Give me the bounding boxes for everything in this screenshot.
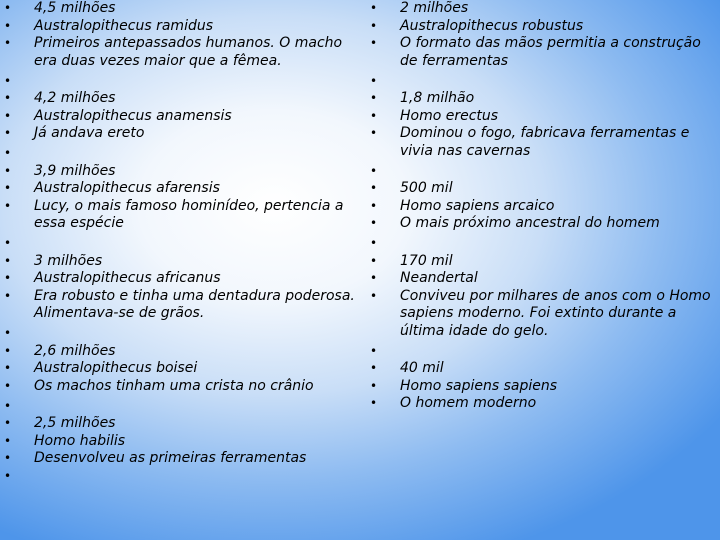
list-item: • Australopithecus anamensis	[4, 107, 232, 124]
bullet-icon: •	[4, 18, 12, 33]
list-item	[4, 325, 356, 343]
timeline-entry-3-milhoes	[4, 235, 356, 323]
list-item: • O mais próximo ancestral do homem	[370, 215, 660, 231]
list-item: • 500 mil	[370, 180, 453, 196]
timeline-entry-4-5-milhoes	[4, 0, 356, 70]
bullet-icon: •	[370, 1, 378, 15]
list-item: • Já andava ereto	[4, 125, 145, 141]
timeline-entry-3-9-milhoes	[4, 145, 356, 233]
timeline-entry-2-5-milhoes	[4, 398, 356, 486]
bullet-icon: •	[4, 146, 12, 160]
bullet-icon: •	[4, 378, 12, 393]
bullet-icon: •	[4, 398, 12, 413]
left-column	[4, 0, 356, 485]
bullet-icon: •	[4, 271, 12, 285]
list-item: • 3 milhões	[4, 252, 103, 269]
bullet-icon: •	[4, 468, 12, 483]
bullet-icon: •	[4, 198, 12, 213]
list-item: • 2,5 milhões	[4, 415, 116, 431]
timeline-entry-1-8-milhao	[370, 73, 716, 161]
bullet-icon: •	[370, 181, 378, 195]
timeline-entry-40-mil	[370, 343, 716, 413]
bullet-icon: •	[4, 126, 12, 140]
bullet-icon: •	[370, 236, 378, 250]
bullet-icon: •	[4, 91, 12, 105]
bullet-icon: •	[4, 1, 12, 15]
list-item: • Homo erectus	[370, 107, 499, 124]
bullet-icon: •	[370, 396, 378, 410]
bullet-icon: •	[4, 181, 12, 195]
bullet-icon: •	[370, 73, 378, 88]
bullet-icon: •	[370, 253, 378, 268]
list-item: • Australopithecus boisei	[4, 360, 198, 376]
bullet-icon: •	[370, 91, 378, 105]
list-item: • 2 milhões	[370, 0, 469, 16]
list-item	[370, 343, 716, 361]
timeline-entry-2-milhoes	[370, 0, 716, 70]
list-item	[370, 235, 716, 253]
bullet-icon: •	[370, 361, 378, 375]
right-column	[370, 0, 716, 413]
list-item: • Era robusto e tinha uma dentadura poderosa. Alimentava-se de grãos.	[4, 287, 355, 321]
list-item: • 1,8 milhão	[370, 90, 475, 106]
bullet-icon: •	[370, 36, 378, 50]
list-item: • Australopithecus afarensis	[4, 180, 220, 196]
list-item	[370, 163, 716, 181]
bullet-icon: •	[370, 288, 378, 303]
list-item: • Australopithecus robustus	[370, 17, 584, 34]
bullet-icon: •	[370, 378, 378, 393]
bullet-icon: •	[370, 198, 378, 213]
list-item: • 4,5 milhões	[4, 0, 116, 16]
bullet-icon: •	[4, 236, 12, 250]
list-item: • O formato das mãos permitia a construção de ferramentas	[370, 35, 701, 69]
bullet-icon: •	[370, 271, 378, 285]
bullet-icon: •	[4, 416, 12, 430]
list-item	[4, 73, 356, 91]
bullet-icon: •	[4, 163, 12, 178]
bullet-icon: •	[370, 343, 378, 358]
bullet-icon: •	[370, 163, 378, 178]
list-item: • Neandertal	[370, 270, 478, 286]
list-item: • Conviveu por milhares de anos com o Homo sapiens moderno. Foi extinto durante a última idade do gelo.	[370, 287, 711, 339]
list-item: • Homo sapiens sapiens	[370, 377, 558, 394]
bullet-icon: •	[4, 326, 12, 340]
list-item: • Homo habilis	[4, 432, 126, 449]
bullet-icon: •	[4, 253, 12, 268]
timeline-entry-500-mil	[370, 163, 716, 233]
bullet-icon: •	[4, 361, 12, 375]
list-item: • Lucy, o mais famoso hominídeo, pertencia a essa espécie	[4, 197, 344, 231]
list-item: • Primeiros antepassados humanos. O macho era duas vezes maior que a fêmea.	[4, 35, 343, 69]
list-item: • Homo sapiens arcaico	[370, 197, 555, 214]
bullet-icon: •	[4, 36, 12, 50]
bullet-icon: •	[4, 288, 12, 303]
bullet-icon: •	[370, 108, 378, 123]
timeline-entry-4-2-milhoes	[4, 73, 356, 143]
bullet-icon: •	[4, 73, 12, 88]
timeline-entry-2-6-milhoes	[4, 325, 356, 395]
list-item: • O homem moderno	[370, 395, 537, 411]
list-item: • 170 mil	[370, 252, 453, 269]
list-item: • Australopithecus africanus	[4, 270, 221, 286]
bullet-icon: •	[4, 343, 12, 358]
list-item	[4, 235, 356, 253]
bullet-icon: •	[370, 216, 378, 230]
list-item: • 2,6 milhões	[4, 342, 116, 359]
bullet-icon: •	[370, 126, 378, 140]
list-item: • Desenvolveu as primeiras ferramentas	[4, 450, 307, 466]
list-item: • Os machos tinham uma crista no crânio	[4, 377, 314, 394]
list-item	[370, 73, 716, 91]
list-item	[4, 468, 356, 486]
list-item: • 3,9 milhões	[4, 162, 116, 179]
timeline-entry-170-mil	[370, 235, 716, 340]
list-item: • Dominou o fogo, fabricava ferramentas e vivia nas cavernas	[370, 125, 690, 159]
list-item	[4, 398, 356, 416]
list-item: • 40 mil	[370, 360, 444, 376]
bullet-icon: •	[4, 108, 12, 123]
list-item	[4, 145, 356, 163]
list-item: • 4,2 milhões	[4, 90, 116, 106]
bullet-icon: •	[370, 18, 378, 33]
bullet-icon: •	[4, 451, 12, 465]
list-item: • Australopithecus ramidus	[4, 17, 214, 34]
bullet-icon: •	[4, 433, 12, 448]
